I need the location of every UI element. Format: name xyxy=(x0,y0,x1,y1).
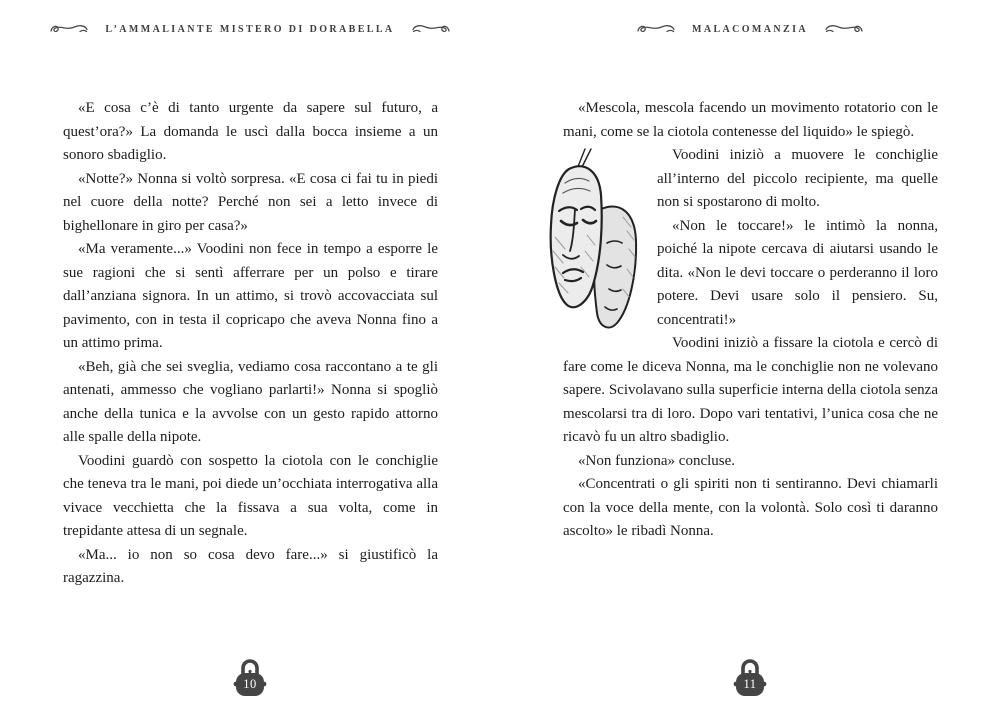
page-number-badge xyxy=(732,654,768,700)
right-page-header xyxy=(500,22,1000,36)
right-page-title: MALACOMANZIA xyxy=(691,23,809,35)
left-page-footer xyxy=(0,654,500,700)
right-page-footer xyxy=(500,654,1000,700)
left-page-title: L’AMMALIANTE MISTERO DI DORABELLA xyxy=(105,23,395,35)
paragraph: Voodini iniziò a muovere le conchiglie all’interno del piccolo recipiente, ma quelle non si spostarono di molto. xyxy=(657,147,938,210)
paragraph: «Beh, già che sei sveglia, vediamo cosa raccontano a te gli antenati, ammesso che vogliano parlarti!» Nonna si spogliò anche della tunica e la avvolse con un gesto rapido attorno alle spalle della nipote. xyxy=(63,358,438,445)
page-number: 10 xyxy=(243,677,257,691)
page-number-badge xyxy=(232,654,268,700)
paragraph: «Notte?» Nonna si voltò sorpresa. «E cosa ci fai tu in piedi nel cuore della notte? Perché non sei a letto invece di bighellonare in giro per casa?» xyxy=(63,170,438,234)
paragraph: «Mescola, mescola facendo un movimento rotatorio con le mani, come se la ciotola contenesse del liquido» le spiegò. xyxy=(563,100,938,140)
paragraph: «Concentrati o gli spiriti non ti sentiranno. Devi chiamarli con la voce della mente, con la volontà. Solo così ti daranno ascolto» le ribadì Nonna. xyxy=(563,476,938,539)
flourish-icon xyxy=(636,22,676,36)
paragraph: «Non funziona» concluse. xyxy=(578,452,736,469)
paragraph: «Ma veramente...» Voodini non fece in tempo a esporre le sue ragioni che si sentì afferrare per un polso e tirare dall’anziana signora. In un attimo, si trovò accovacciata sul pavimento, con in testa il copricapo che aveva Nonna fino a un attimo prima. xyxy=(63,241,438,351)
page-right xyxy=(500,0,1000,716)
hanging-masks-illustration xyxy=(535,147,647,347)
left-page-text xyxy=(63,97,438,591)
flourish-icon xyxy=(411,22,451,36)
paragraph: «Ma... io non so cosa devo fare...» si giustificò la ragazzina. xyxy=(63,546,438,586)
flourish-icon xyxy=(49,22,89,36)
left-page-header xyxy=(0,22,500,36)
paragraph: Voodini iniziò a fissare la ciotola e cercò di fare come le diceva Nonna, ma le conchiglie non ne volevano sapere. Scivolavano sulla superficie interna della ciotola senza mescolarsi tra di loro. Dopo vari tentativi, l’unica cosa che ne ricavò fu un altro sbadiglio. xyxy=(563,335,938,445)
paragraph: «Non le toccare!» le intimò la nonna, poiché la nipote cercava di aiutarsi usando le dita. «Non le devi toccare o perderanno il loro potere. Devi usare solo il pensiero. Su, concentrati!» xyxy=(657,217,938,328)
flourish-icon xyxy=(824,22,864,36)
paragraph: Voodini guardò con sospetto la ciotola con le conchiglie che teneva tra le mani, poi diede un’occhiata interrogativa alla vivace vecchietta che la fissava a sua volta, come in trepidante attesa di un segnale. xyxy=(63,452,438,539)
page-number: 11 xyxy=(743,677,757,691)
right-page-text xyxy=(563,97,938,544)
paragraph: «E cosa c’è di tanto urgente da sapere sul futuro, a quest’ora?» La domanda le uscì dalla bocca insieme a un sonoro sbadiglio. xyxy=(63,100,438,163)
